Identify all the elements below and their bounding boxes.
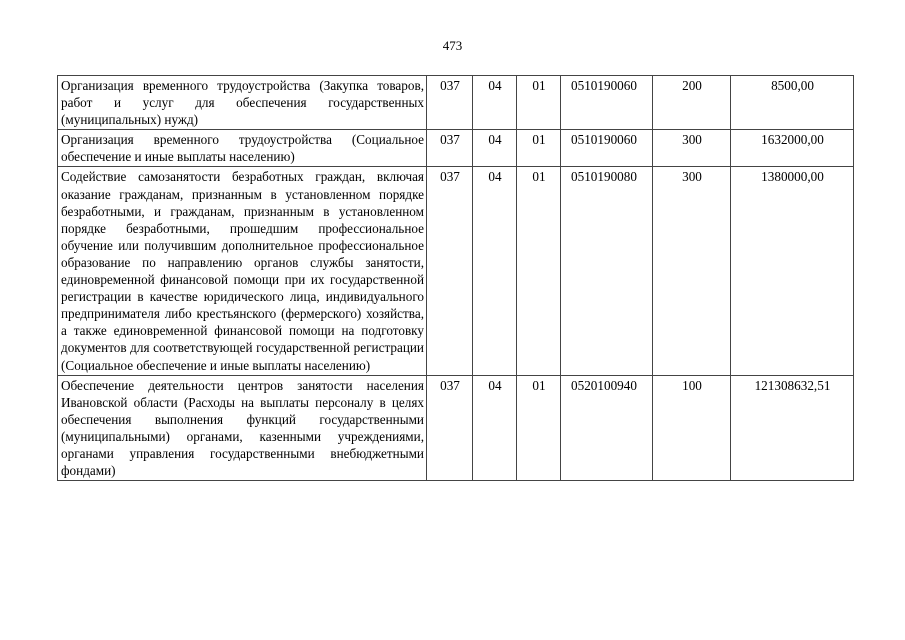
row-description: Организация временного трудоустройства (Закупка товаров, работ и услуг для обеспечения государственных (муниципальных) нужд) [58, 76, 427, 130]
expense-type-code: 300 [653, 130, 731, 167]
expense-type-code: 100 [653, 375, 731, 481]
table-row [58, 130, 854, 167]
subsection-code: 01 [517, 76, 561, 130]
table-row [58, 76, 854, 130]
admin-code: 037 [427, 375, 473, 481]
section-code: 04 [473, 375, 517, 481]
expense-type-code: 200 [653, 76, 731, 130]
admin-code: 037 [427, 76, 473, 130]
amount: 8500,00 [731, 76, 854, 130]
subsection-code: 01 [517, 375, 561, 481]
budget-table [57, 75, 854, 481]
amount: 1380000,00 [731, 167, 854, 375]
target-article-code: 0510190060 [561, 76, 653, 130]
amount: 121308632,51 [731, 375, 854, 481]
row-description: Обеспечение деятельности центров занятости населения Ивановской области (Расходы на выплаты персоналу в целях обеспечения выполнения функций государственными (муниципальными) органами, казенными учреждениями, органами управления государственными внебюджетными фондами) [58, 375, 427, 481]
section-code: 04 [473, 167, 517, 375]
page-number: 473 [442, 38, 463, 53]
admin-code: 037 [427, 167, 473, 375]
row-description: Организация временного трудоустройства (Социальное обеспечение и иные выплаты населению) [58, 130, 427, 167]
target-article-code: 0510190080 [561, 167, 653, 375]
subsection-code: 01 [517, 167, 561, 375]
amount: 1632000,00 [731, 130, 854, 167]
row-description: Содействие самозанятости безработных граждан, включая оказание гражданам, признанным в установленном порядке безработными, и гражданам, признанным в установленном порядке безработными, прошедшим профессиональное обучение или получившим дополнительное профессиональное образование по направлению органов службы занятости, единовременной финансовой помощи при их государственной регистрации в качестве юридического лица, индивидуального предпринимателя либо крестьянского (фермерского) хозяйства, а также единовременной финансовой помощи на подготовку документов для соответствующей государственной регистрации (Социальное обеспечение и иные выплаты населению) [58, 167, 427, 375]
table-row [58, 375, 854, 481]
subsection-code: 01 [517, 130, 561, 167]
section-code: 04 [473, 130, 517, 167]
target-article-code: 0510190060 [561, 130, 653, 167]
section-code: 04 [473, 76, 517, 130]
target-article-code: 0520100940 [561, 375, 653, 481]
expense-type-code: 300 [653, 167, 731, 375]
admin-code: 037 [427, 130, 473, 167]
table-row [58, 167, 854, 375]
